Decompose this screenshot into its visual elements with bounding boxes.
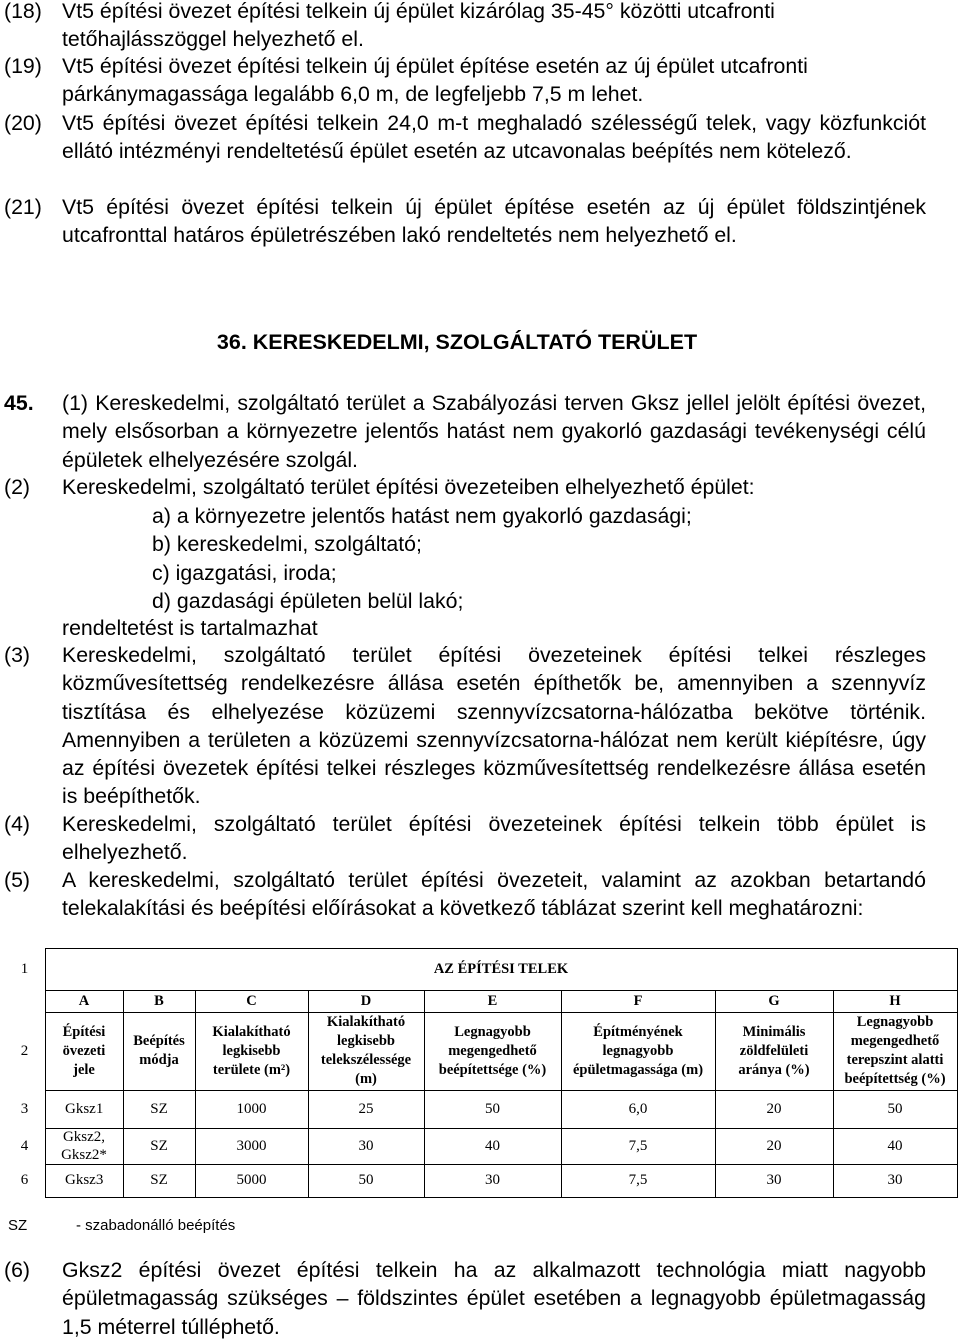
table-cell: 40 (887, 1137, 903, 1154)
paragraph-20 (4, 109, 926, 166)
table-cell: 30 (485, 1172, 500, 1188)
column-header: Kialakítható legkisebb telekszélessége (m) (320, 1014, 412, 1087)
paragraph-text: Vt5 építési övezet építési telkein új épület építése esetén az új épület utcafronti párkánymagassága legalább 6,0 m, de legfeljebb 7,5 m lehet. (62, 54, 808, 107)
paragraph-text: Kereskedelmi, szolgáltató terület építési övezeteiben elhelyezhető épület: (62, 475, 755, 499)
section-number: 45. (4, 391, 34, 415)
paragraph-text: Gksz2 építési övezet építési telkein ha az alkalmazott technológia miatt nagyobb épületmagasság szükséges – földszintes épület esetében a legnagyobb épületmagasság 1,5 méterrel túlléphető. (62, 1258, 926, 1339)
paragraph-5 (4, 866, 926, 923)
list-tail: rendeltetést is tartalmazhat (62, 616, 318, 640)
paragraph-number: (18) (4, 0, 42, 23)
column-letter: D (360, 992, 372, 1009)
column-header: Építményének legnagyobb épületmagassága (m) (572, 1023, 704, 1078)
paragraph-text: Vt5 építési övezet építési telkein új épület építése esetén az új épület földszintjének utcafronttal határos épületrészében lakó rendeltetés nem helyezhető el. (62, 195, 926, 248)
column-letter: A (78, 992, 90, 1009)
row-number: 3 (20, 1100, 29, 1117)
paragraph-text: Kereskedelmi, szolgáltató terület építési övezeteinek építési telkein több épület is elhelyezhető. (62, 812, 926, 865)
paragraph-21 (4, 193, 926, 250)
paragraph-19 (4, 52, 926, 109)
row-number: 2 (20, 1042, 29, 1059)
table-cell: SZ (150, 1100, 168, 1117)
table-cell: 40 (485, 1137, 500, 1154)
column-header: Legnagyobb megengedhető beépítettsége (%) (438, 1023, 547, 1078)
table-cell: 20 (766, 1137, 782, 1154)
table-cell: 30 (358, 1137, 374, 1154)
table-cell: 50 (887, 1100, 903, 1117)
column-letter: C (246, 992, 257, 1009)
table-cell: 7,5 (628, 1172, 648, 1188)
paragraph-number: (21) (4, 195, 42, 219)
list-item: c) igazgatási, iroda; (152, 560, 337, 585)
paragraph-number: (3) (4, 643, 31, 667)
paragraph-text: Kereskedelmi, szolgáltató terület építési övezeteinek építési telkei részleges közművesítettség rendelkezésre állása esetén építhetők be, amennyiben a szennyvíz tisztítása és elhelyezése közüzemi szennyvízcsatorna-hálózatba bekötve történik. Amennyiben a területen a közüzemi szennyvízcsatorna-hálózat nem került kiépítésre, úgy az építési övezetek építési telkei részleges közművesítettség rendelkezésre állása esetén is beépíthetők. (62, 643, 926, 809)
paragraph-text: Vt5 építési övezet építési telkein 24,0 m-t meghaladó szélességű telek, vagy közfunkciót ellátó intézményi rendeltetésű épület esetén az utcavonalas beépítés nem kötelező. (62, 111, 926, 164)
paragraph-number: (5) (4, 868, 31, 892)
column-letter: F (633, 992, 643, 1009)
table-cell: 6,0 (628, 1100, 648, 1117)
column-header: Minimális zöldfelületi aránya (%) (738, 1023, 810, 1078)
table-cell: 50 (485, 1100, 500, 1117)
usage-list (152, 502, 692, 615)
paragraph-3 (4, 641, 926, 811)
building-plot-table (4, 948, 958, 1198)
paragraph-number: (4) (4, 812, 31, 836)
row-number: 1 (20, 960, 29, 977)
paragraph-text: A kereskedelmi, szolgáltató terület építési övezeteit, valamint az azokban betartandó telekalakítási és beépítési előírásokat a következő táblázat szerint kell meghatározni: (62, 868, 926, 921)
table-cell: 50 (358, 1172, 374, 1188)
column-letter: H (889, 992, 901, 1009)
column-header: Építési övezeti jele (62, 1023, 106, 1078)
paragraph-2 (4, 473, 926, 501)
list-item: b) kereskedelmi, szolgáltató; (152, 532, 422, 557)
list-item: a) a környezetre jelentős hatást nem gyakorló gazdasági; (152, 504, 692, 528)
table-cell: Gksz2, Gksz2* (61, 1129, 107, 1163)
list-item: d) gazdasági épületen belül lakó; (152, 588, 464, 613)
paragraph-number: (19) (4, 54, 42, 78)
row-number: 6 (20, 1172, 29, 1188)
footnote-abbreviation: SZ (8, 1217, 28, 1234)
column-letter: B (154, 992, 164, 1009)
paragraph-text: Vt5 építési övezet építési telkein új épület kizárólag 35-45° közötti utcafronti tetőhajlásszöggel helyezhető el. (62, 0, 775, 52)
section-heading-text: 36. KERESKEDELMI, SZOLGÁLTATÓ TERÜLET (216, 330, 698, 354)
paragraph-number: (2) (4, 475, 31, 499)
column-header: Kialakítható legkisebb területe (m²) (212, 1023, 291, 1078)
paragraph-45-1 (4, 389, 926, 474)
paragraph-number: (6) (4, 1258, 31, 1282)
column-letter: E (487, 992, 498, 1009)
paragraph-18 (4, 0, 926, 54)
column-letter: G (768, 992, 780, 1009)
table-cell: Gksz3 (65, 1172, 104, 1188)
table-cell: 5000 (236, 1172, 267, 1188)
table-cell: 1000 (236, 1100, 267, 1117)
table-cell: 7,5 (628, 1137, 648, 1154)
column-header: Beépítés módja (133, 1033, 185, 1068)
paragraph-4 (4, 810, 926, 867)
table-cell: SZ (150, 1172, 168, 1188)
column-header: Legnagyobb megengedhető terepszint alatti beépítettség (%) (844, 1014, 946, 1087)
paragraph-6 (4, 1256, 926, 1341)
table-cell: Gksz1 (65, 1100, 104, 1117)
table-cell: 3000 (236, 1137, 267, 1154)
row-number: 4 (20, 1137, 29, 1154)
section-heading (0, 328, 960, 356)
paragraph-number: (20) (4, 111, 42, 135)
table-cell: 30 (766, 1172, 782, 1188)
table-cell: 20 (766, 1100, 782, 1117)
footnote-text: - szabadonálló beépítés (76, 1217, 236, 1234)
table-cell: 30 (887, 1172, 903, 1188)
paragraph-text: (1) Kereskedelmi, szolgáltató terület a Szabályozási terven Gksz jellel jelölt építési övezet, mely elsősorban a környezetre jelentős hatást nem gyakorló gazdasági tevékenységi célú épületek elhelyezésére szolgál. (62, 391, 926, 472)
table-cell: 25 (358, 1100, 374, 1117)
table-title: AZ ÉPÍTÉSI TELEK (433, 960, 569, 977)
table-cell: SZ (150, 1137, 168, 1154)
